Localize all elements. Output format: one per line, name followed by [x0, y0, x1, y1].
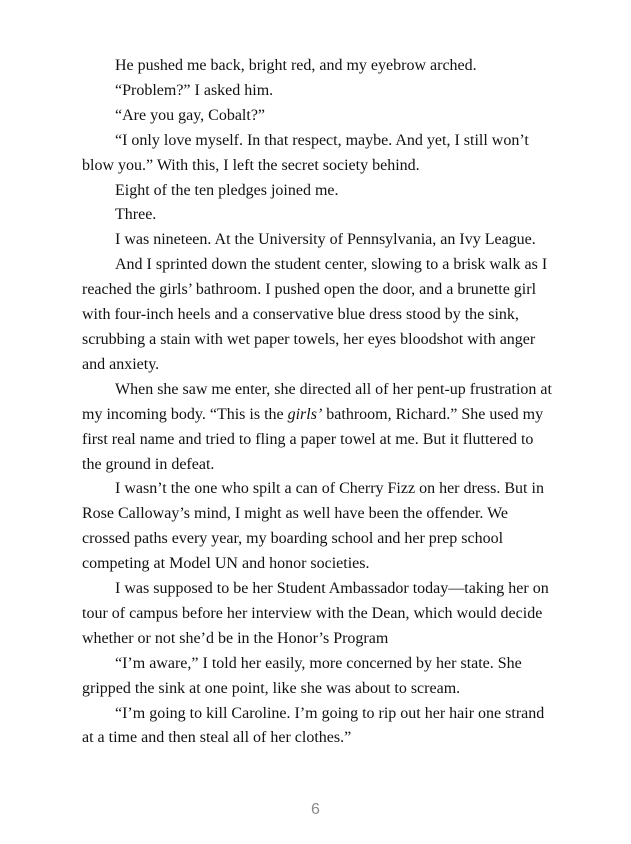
paragraph: Three.	[115, 206, 157, 224]
paragraph: Eight of the ten pledges joined me.	[115, 181, 339, 199]
paragraph: “I’m going to kill Caroline. I’m going to rip out her hair one strand at a time and then steal all of her clothes.”	[82, 704, 545, 747]
paragraph: I was nineteen. At the University of Pennsylvania, an Ivy League.	[115, 231, 536, 249]
paragraph: “Are you gay, Cobalt?”	[115, 106, 266, 124]
paragraph: I wasn’t the one who spilt a can of Cherry Fizz on her dress. But in Rose Calloway’s mind, I might as well have been the offender. We crossed paths every year, my boarding school and her prep school competing at Model UN and honor societies.	[82, 480, 544, 573]
body-text	[82, 54, 554, 751]
paragraph-text: When she saw me enter, she directed all of her pent-up frustration at my incoming body. “This is the	[82, 380, 552, 423]
paragraph: He pushed me back, bright red, and my eyebrow arched.	[115, 57, 477, 74]
paragraph: “I only love myself. In that respect, maybe. And yet, I still won’t blow you.” With this, I left the secret society behind.	[82, 131, 529, 174]
paragraph	[82, 378, 554, 478]
italic-emphasis: girls’	[287, 405, 323, 423]
paragraph: “I’m aware,” I told her easily, more concerned by her state. She gripped the sink at one point, like she was about to scream.	[82, 654, 522, 697]
paragraph-text: bathroom, Richard.” She used my first real name and tried to fling a paper towel at me. But it fluttered to the ground in defeat.	[82, 405, 544, 473]
paragraph: “Problem?” I asked him.	[115, 81, 274, 99]
paragraph: I was supposed to be her Student Ambassador today—taking her on tour of campus before her interview with the Dean, which would decide whether or not she’d be in the Honor’s Program	[82, 580, 549, 647]
paragraph: And I sprinted down the student center, slowing to a brisk walk as I reached the girls’ bathroom. I pushed open the door, and a brunette girl with four-inch heels and a conservative blue dress stood by the sink, scrubbing a stain with wet paper towels, her eyes bloodshot with anger and anxiety.	[82, 256, 548, 373]
page-number: 6	[311, 801, 320, 818]
